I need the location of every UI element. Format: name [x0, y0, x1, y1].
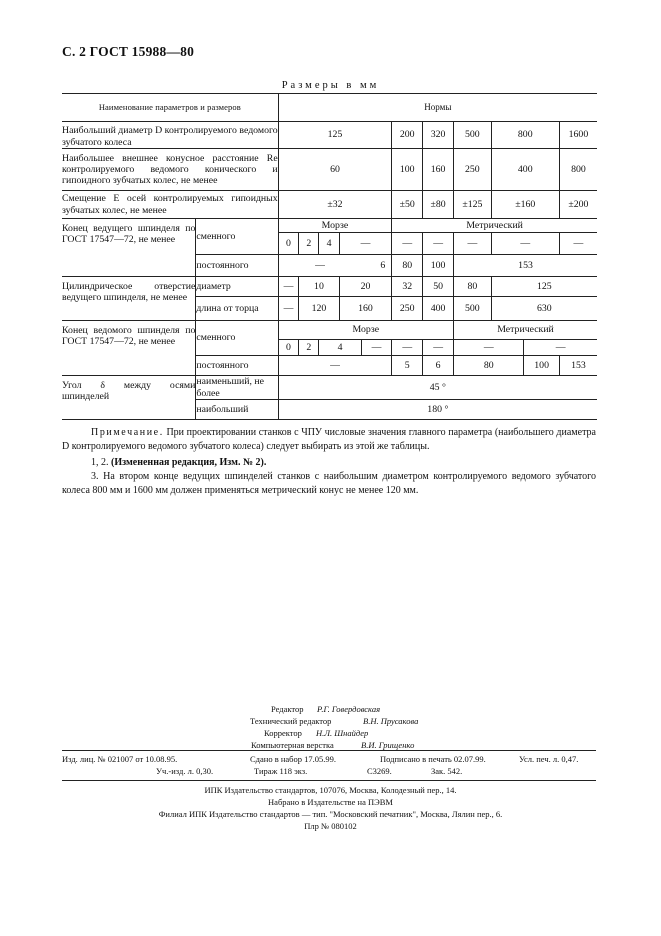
cell: 153	[454, 255, 597, 277]
imprint-block	[62, 753, 596, 777]
col-header-norms: Нормы	[278, 94, 597, 122]
cell: 4	[319, 340, 361, 356]
morse-header: Морзе	[278, 321, 453, 340]
cell: 45 °	[278, 376, 597, 400]
print-sheets: Усл. печ. л. 0,47.	[519, 754, 579, 764]
metric-header: Метрический	[392, 219, 597, 233]
cell: 800	[491, 122, 559, 149]
cell: 153	[559, 356, 597, 376]
credit-role: Корректор	[264, 728, 302, 738]
table-row	[62, 277, 597, 297]
table-row	[62, 122, 597, 149]
sub-label: диаметр	[196, 277, 278, 297]
credit-name: Р.Г. Говердовская	[317, 704, 381, 714]
sub-label: длина от торца	[196, 297, 278, 321]
param-name: Конец ведомого шпинделя по ГОСТ 17547—72, не менее	[62, 321, 196, 376]
cell: 160	[339, 297, 392, 321]
cell: 100	[524, 356, 559, 376]
cell: 2	[299, 233, 319, 255]
cell: 120	[299, 297, 339, 321]
cell: ±32	[278, 191, 392, 219]
cell: 60	[278, 149, 392, 191]
cell: 250	[454, 149, 492, 191]
cell: —	[454, 233, 492, 255]
cell: 50	[423, 277, 454, 297]
cell: ±200	[559, 191, 597, 219]
paragraph-1-2	[91, 457, 266, 468]
cell: —	[361, 340, 392, 356]
paragraph-3: 3. На втором конце ведущих шпинделей станков с наибольшим диаметром контролируемого ведомого зубчатого колеса 800 мм и 1600 мм должен применяться метрический конус не менее 120 мм.	[62, 471, 596, 496]
credit-row	[0, 703, 661, 715]
parameters-table	[62, 93, 597, 420]
cell: 200	[392, 122, 423, 149]
col-header-param: Наименование параметров и размеров	[62, 94, 278, 122]
credit-row	[0, 727, 661, 739]
cell: 0	[278, 233, 299, 255]
table-row	[62, 191, 597, 219]
cell: 400	[491, 149, 559, 191]
divider	[62, 780, 596, 781]
code: С3269.	[367, 766, 392, 776]
cell: 1600	[559, 122, 597, 149]
param-name: Наибольшее внешнее конусное расстояние Re контролируемого ведомого конического и гипоидного зубчатых колес, не менее	[62, 149, 278, 191]
credit-name: Н.Л. Шнайдер	[316, 728, 369, 738]
cell: 500	[454, 297, 492, 321]
order-number: Зак. 542.	[431, 766, 463, 776]
cell: 400	[423, 297, 454, 321]
table-note	[62, 426, 596, 454]
cell: 125	[491, 277, 597, 297]
license: Изд. лиц. № 021007 от 10.08.95.	[62, 754, 178, 764]
cell: 80	[454, 356, 524, 376]
cell: —	[454, 340, 524, 356]
credit-role: Редактор	[271, 704, 304, 714]
publication-sheets: Уч.-изд. л. 0,30.	[156, 766, 214, 776]
publisher-line: Филиал ИПК Издательство стандартов — тип. "Московский печатник", Москва, Лялин пер., 6.	[158, 809, 503, 819]
sub-label: постоянного	[196, 356, 278, 376]
sub-label: сменного	[196, 219, 278, 255]
morse-header: Морзе	[278, 219, 392, 233]
cell: —	[278, 356, 392, 376]
cell: —	[278, 277, 299, 297]
cell: 0	[278, 340, 299, 356]
param-name: Конец ведущего шпинделя по ГОСТ 17547—72, не менее	[62, 219, 196, 277]
cell: —	[491, 233, 559, 255]
cell: 10	[299, 277, 339, 297]
print-run: Тираж 118 экз.	[254, 766, 308, 776]
cell: —	[423, 233, 454, 255]
amendment-note: (Измененная редакция, Изм. № 2).	[111, 457, 267, 468]
cell: ±50	[392, 191, 423, 219]
credit-name: В.И. Грищенко	[361, 740, 415, 750]
sub-label: наибольший	[196, 400, 278, 420]
param-name: Угол δ между осями шпинделей	[62, 376, 196, 420]
cell: —	[339, 233, 392, 255]
cell: —	[278, 255, 361, 277]
credit-role: Компьютерная верстка	[251, 740, 334, 750]
cell: 6	[423, 356, 454, 376]
cell: 800	[559, 149, 597, 191]
credit-name: В.Н. Прусакова	[363, 716, 419, 726]
param-name: Смещение E осей контролируемых гипоидных зубчатых колес, не менее	[62, 191, 278, 219]
signed-to-print: Подписано в печать 02.07.99.	[380, 754, 486, 764]
note-label: Примечание.	[91, 427, 164, 438]
cell: —	[423, 340, 454, 356]
sent-to-typeset: Сдано в набор 17.05.99.	[250, 754, 336, 764]
cell: 6	[361, 255, 392, 277]
cell: —	[278, 297, 299, 321]
credit-role: Технический редактор	[250, 716, 332, 726]
sub-label: наименьший, не более	[196, 376, 278, 400]
cell: 2	[299, 340, 319, 356]
cell: 125	[278, 122, 392, 149]
sub-label: постоянного	[196, 255, 278, 277]
cell: —	[559, 233, 597, 255]
cell: 100	[392, 149, 423, 191]
table-row	[62, 376, 597, 400]
cell: 100	[423, 255, 454, 277]
cell: 32	[392, 277, 423, 297]
note-text: При проектировании станков с ЧПУ числовые значения главного параметра (наибольшего диаметра D контролируемого ведомого зубчатого колеса) следует выбирать из этой же таблицы.	[62, 427, 596, 452]
paragraph-number: 1, 2.	[91, 457, 109, 468]
cell: —	[524, 340, 597, 356]
cell: 160	[423, 149, 454, 191]
cell: ±125	[454, 191, 492, 219]
sub-label: сменного	[196, 321, 278, 356]
cell: 320	[423, 122, 454, 149]
divider	[62, 750, 596, 751]
table-row	[62, 219, 597, 233]
cell: 80	[392, 255, 423, 277]
publisher-block	[0, 784, 661, 832]
cell: ±80	[423, 191, 454, 219]
cell: 180 °	[278, 400, 597, 420]
cell: —	[392, 233, 423, 255]
cell: 80	[454, 277, 492, 297]
publisher-line: Плр № 080102	[304, 821, 357, 831]
table-row	[62, 149, 597, 191]
cell: 5	[392, 356, 423, 376]
param-name: Цилиндрическое отверстие ведущего шпинделя, не менее	[62, 277, 196, 321]
param-name: Наибольший диаметр D контролируемого ведомого зубчатого колеса	[62, 122, 278, 149]
cell: 630	[491, 297, 597, 321]
publisher-line: Набрано в Издательстве на ПЭВМ	[268, 797, 393, 807]
credit-row	[0, 715, 661, 727]
units-caption: Размеры в мм	[281, 80, 380, 91]
credits-block	[0, 703, 661, 751]
cell: 500	[454, 122, 492, 149]
cell: ±160	[491, 191, 559, 219]
cell: —	[392, 340, 423, 356]
cell: 250	[392, 297, 423, 321]
table-row	[62, 321, 597, 340]
publisher-line: ИПК Издательство стандартов, 107076, Москва, Колодезный пер., 14.	[204, 785, 457, 795]
table-header-row	[62, 94, 597, 122]
metric-header: Метрический	[454, 321, 597, 340]
page-header: С. 2 ГОСТ 15988—80	[62, 44, 195, 59]
cell: 4	[319, 233, 339, 255]
cell: 20	[339, 277, 392, 297]
